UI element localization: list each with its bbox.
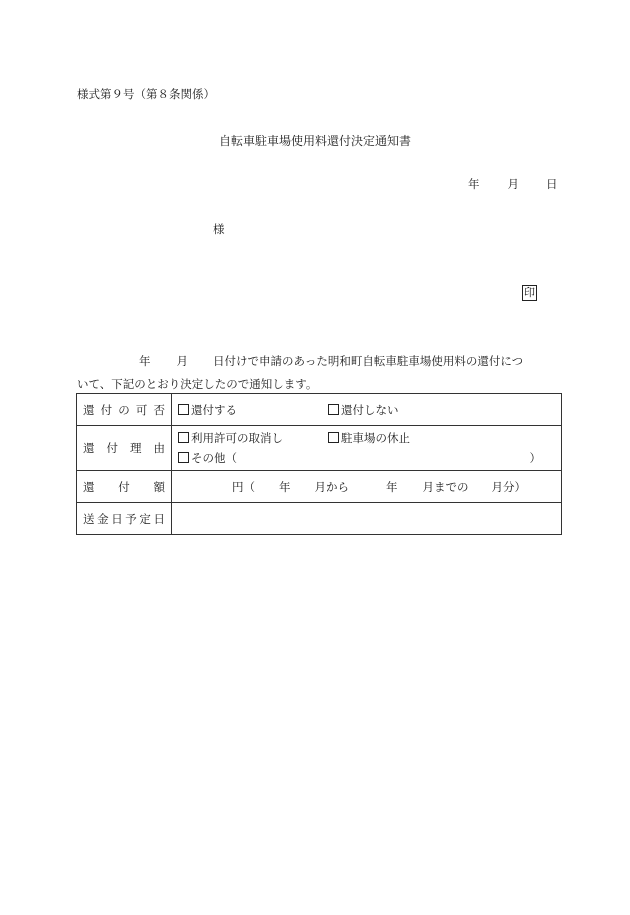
table-row-remittance-date — [77, 503, 562, 535]
option-other[interactable]: その他（ — [178, 448, 237, 468]
table-row-refund-reason — [77, 426, 562, 471]
refund-info-table — [76, 393, 562, 535]
label-refund-amount: 還付額 — [77, 471, 172, 503]
body-line-2: いて、下記のとおり決定したので通知します。 — [77, 377, 318, 391]
remittance-date-cell[interactable] — [172, 503, 562, 535]
amount-year-to: 年 — [386, 479, 398, 494]
body-line-1-text: 日付けで申請のあった明和町自転車駐車場使用料の還付につ — [213, 354, 524, 368]
refund-decision-cell — [172, 394, 562, 426]
amount-year-from: 年 — [279, 479, 291, 494]
body-line-1 — [139, 353, 523, 369]
refund-reason-cell — [172, 426, 562, 471]
checkbox-icon[interactable] — [328, 404, 339, 415]
table-row-refund-amount — [77, 471, 562, 503]
amount-month-from: 月から — [314, 479, 349, 494]
amount-yen: 円（ — [232, 479, 255, 494]
body-year: 年 — [139, 354, 151, 368]
form-number: 様式第９号（第８条関係） — [77, 87, 215, 101]
date-day: 日 — [546, 177, 558, 191]
checkbox-icon[interactable] — [178, 404, 189, 415]
body-month: 月 — [176, 354, 188, 368]
refund-amount-cell — [172, 471, 562, 503]
amount-month-to: 月までの — [422, 479, 469, 494]
seal-mark: 印 — [524, 286, 535, 299]
option-refund-no[interactable]: 還付しない — [328, 402, 399, 418]
date-year: 年 — [468, 177, 480, 191]
label-remittance-date: 送金日予定日 — [77, 503, 172, 535]
checkbox-icon[interactable] — [178, 432, 189, 443]
label-refund-decision: 還付の可否 — [77, 394, 172, 426]
amount-months: 月分） — [491, 479, 526, 494]
checkbox-icon[interactable] — [178, 452, 189, 463]
option-permit-cancel[interactable]: 利用許可の取消し — [178, 428, 328, 448]
table-row-refund-decision — [77, 394, 562, 426]
date-month: 月 — [507, 177, 519, 191]
checkbox-icon[interactable] — [328, 432, 339, 443]
recipient-suffix: 様 — [213, 222, 225, 236]
document-title: 自転車駐車場使用料還付決定通知書 — [218, 134, 411, 148]
other-close-paren: ） — [529, 451, 541, 465]
option-refund-yes[interactable]: 還付する — [178, 402, 328, 418]
date-line — [468, 176, 558, 192]
option-parking-closure[interactable]: 駐車場の休止 — [328, 428, 410, 448]
label-refund-reason: 還付理由 — [77, 426, 172, 471]
